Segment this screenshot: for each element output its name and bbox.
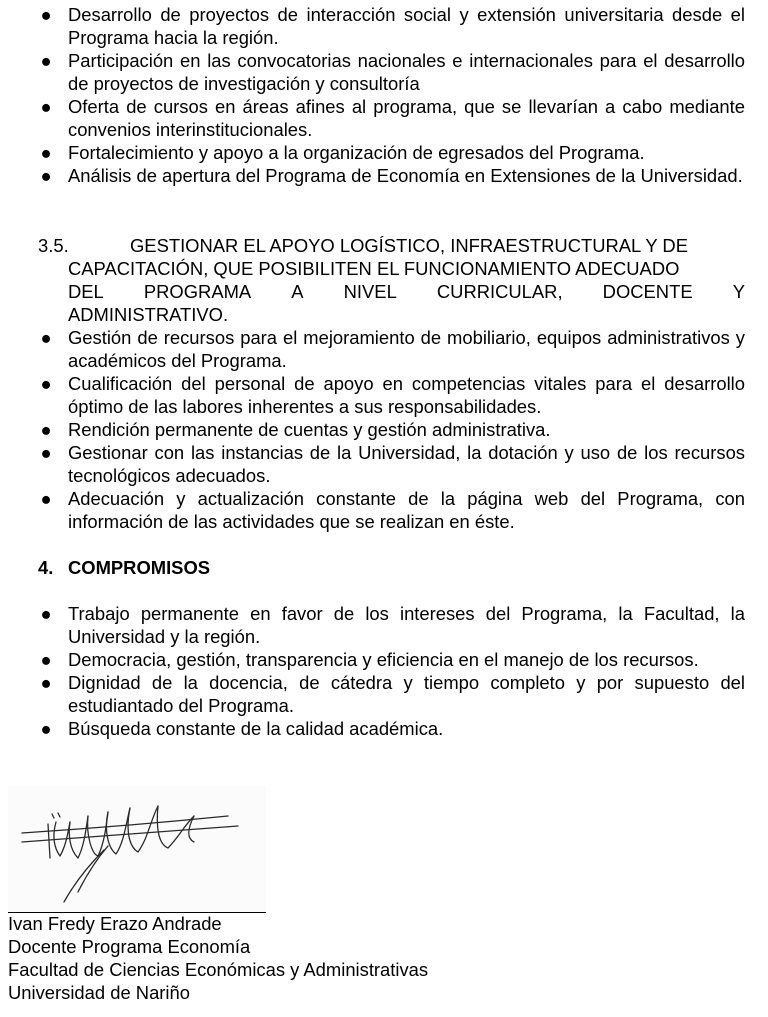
- bullet-icon: ●: [40, 442, 52, 463]
- list-item-text: Búsqueda constante de la calidad académica.: [68, 718, 444, 739]
- list-item: [38, 326, 745, 372]
- list-item: [38, 717, 745, 740]
- bullet-icon: ●: [40, 672, 52, 693]
- section-heading-line-1: GESTIONAR EL APOYO LOGÍSTICO, INFRAESTRUCTURAL Y DE: [130, 235, 688, 256]
- bullet-icon: ●: [40, 96, 52, 117]
- list-item: [38, 441, 745, 487]
- heading-word: DOCENTE: [602, 281, 693, 302]
- heading-word: PROGRAMA: [143, 281, 252, 302]
- list-item: [38, 3, 745, 49]
- list-item-text: Gestionar con las instancias de la Universidad, la dotación y uso de los recursos tecnológicos adecuados.: [68, 442, 745, 486]
- list-item: [38, 671, 745, 717]
- list-item-text: Trabajo permanente en favor de los intereses del Programa, la Facultad, la Universidad y la región.: [68, 603, 745, 647]
- list-item-text: Dignidad de la docencia, de cátedra y tiempo completo y por supuesto del estudiantado del Programa.: [68, 672, 745, 716]
- bullet-icon: ●: [40, 165, 52, 186]
- heading-word: Y: [732, 281, 745, 302]
- bullet-icon: ●: [40, 142, 52, 163]
- list-item-text: Rendición permanente de cuentas y gestión administrativa.: [68, 419, 551, 440]
- signer-role: Docente Programa Economía: [8, 936, 251, 957]
- extension-bullet-list: [38, 3, 745, 187]
- handwritten-signature-icon: [8, 786, 266, 912]
- list-item: [38, 49, 745, 95]
- list-item: [38, 418, 745, 441]
- list-item: [38, 95, 745, 141]
- signer-block: [8, 912, 428, 1004]
- section-number: 4.: [38, 557, 54, 578]
- bullet-icon: ●: [40, 718, 52, 739]
- section-3-5-heading: [38, 234, 745, 326]
- list-item: [38, 602, 745, 648]
- bullet-icon: ●: [40, 50, 52, 71]
- list-item-text: Oferta de cursos en áreas afines al programa, que se llevarían a cabo mediante convenios interinstitucionales.: [68, 96, 745, 140]
- signer-name: Ivan Fredy Erazo Andrade: [8, 913, 222, 934]
- bullet-icon: ●: [40, 488, 52, 509]
- list-item: [38, 487, 745, 533]
- section-heading-line-3: [38, 280, 745, 303]
- heading-word: DEL: [68, 281, 104, 302]
- list-item: [38, 141, 745, 164]
- compromisos-heading: [38, 556, 210, 579]
- bullet-icon: ●: [40, 373, 52, 394]
- bullet-icon: ●: [40, 4, 52, 25]
- bullet-icon: ●: [40, 327, 52, 348]
- signer-faculty: Facultad de Ciencias Económicas y Administrativas: [8, 959, 429, 980]
- heading-word: CURRICULAR,: [436, 281, 563, 302]
- section-heading-line-2: CAPACITACIÓN, QUE POSIBILITEN EL FUNCIONAMIENTO ADECUADO: [68, 258, 680, 279]
- logistics-bullet-list: [38, 326, 745, 533]
- list-item-text: Democracia, gestión, transparencia y eficiencia en el manejo de los recursos.: [68, 649, 699, 670]
- list-item: [38, 164, 745, 187]
- list-item-text: Participación en las convocatorias nacionales e internacionales para el desarrollo de proyectos de investigación y consultoría: [68, 50, 745, 94]
- list-item: [38, 648, 745, 671]
- signer-university: Universidad de Nariño: [8, 982, 190, 1003]
- section-number: 3.5.: [38, 235, 69, 256]
- heading-word: NIVEL: [343, 281, 397, 302]
- bullet-icon: ●: [40, 603, 52, 624]
- list-item-text: Análisis de apertura del Programa de Economía en Extensiones de la Universidad.: [68, 165, 743, 186]
- bullet-icon: ●: [40, 649, 52, 670]
- section-title: COMPROMISOS: [68, 557, 211, 578]
- list-item: [38, 372, 745, 418]
- list-item-text: Cualificación del personal de apoyo en competencias vitales para el desarrollo óptimo de las labores inherentes a sus responsabilidades.: [68, 373, 745, 417]
- list-item-text: Gestión de recursos para el mejoramiento de mobiliario, equipos administrativos y académicos del Programa.: [68, 327, 745, 371]
- heading-word: A: [291, 281, 304, 302]
- compromisos-bullet-list: [38, 602, 745, 740]
- bullet-icon: ●: [40, 419, 52, 440]
- list-item-text: Fortalecimiento y apoyo a la organización de egresados del Programa.: [68, 142, 645, 163]
- section-heading-line-4: ADMINISTRATIVO.: [68, 304, 229, 325]
- list-item-text: Desarrollo de proyectos de interacción social y extensión universitaria desde el Programa hacia la región.: [68, 4, 745, 48]
- signature-image: [8, 786, 266, 913]
- list-item-text: Adecuación y actualización constante de la página web del Programa, con información de las actividades que se realizan en éste.: [68, 488, 745, 532]
